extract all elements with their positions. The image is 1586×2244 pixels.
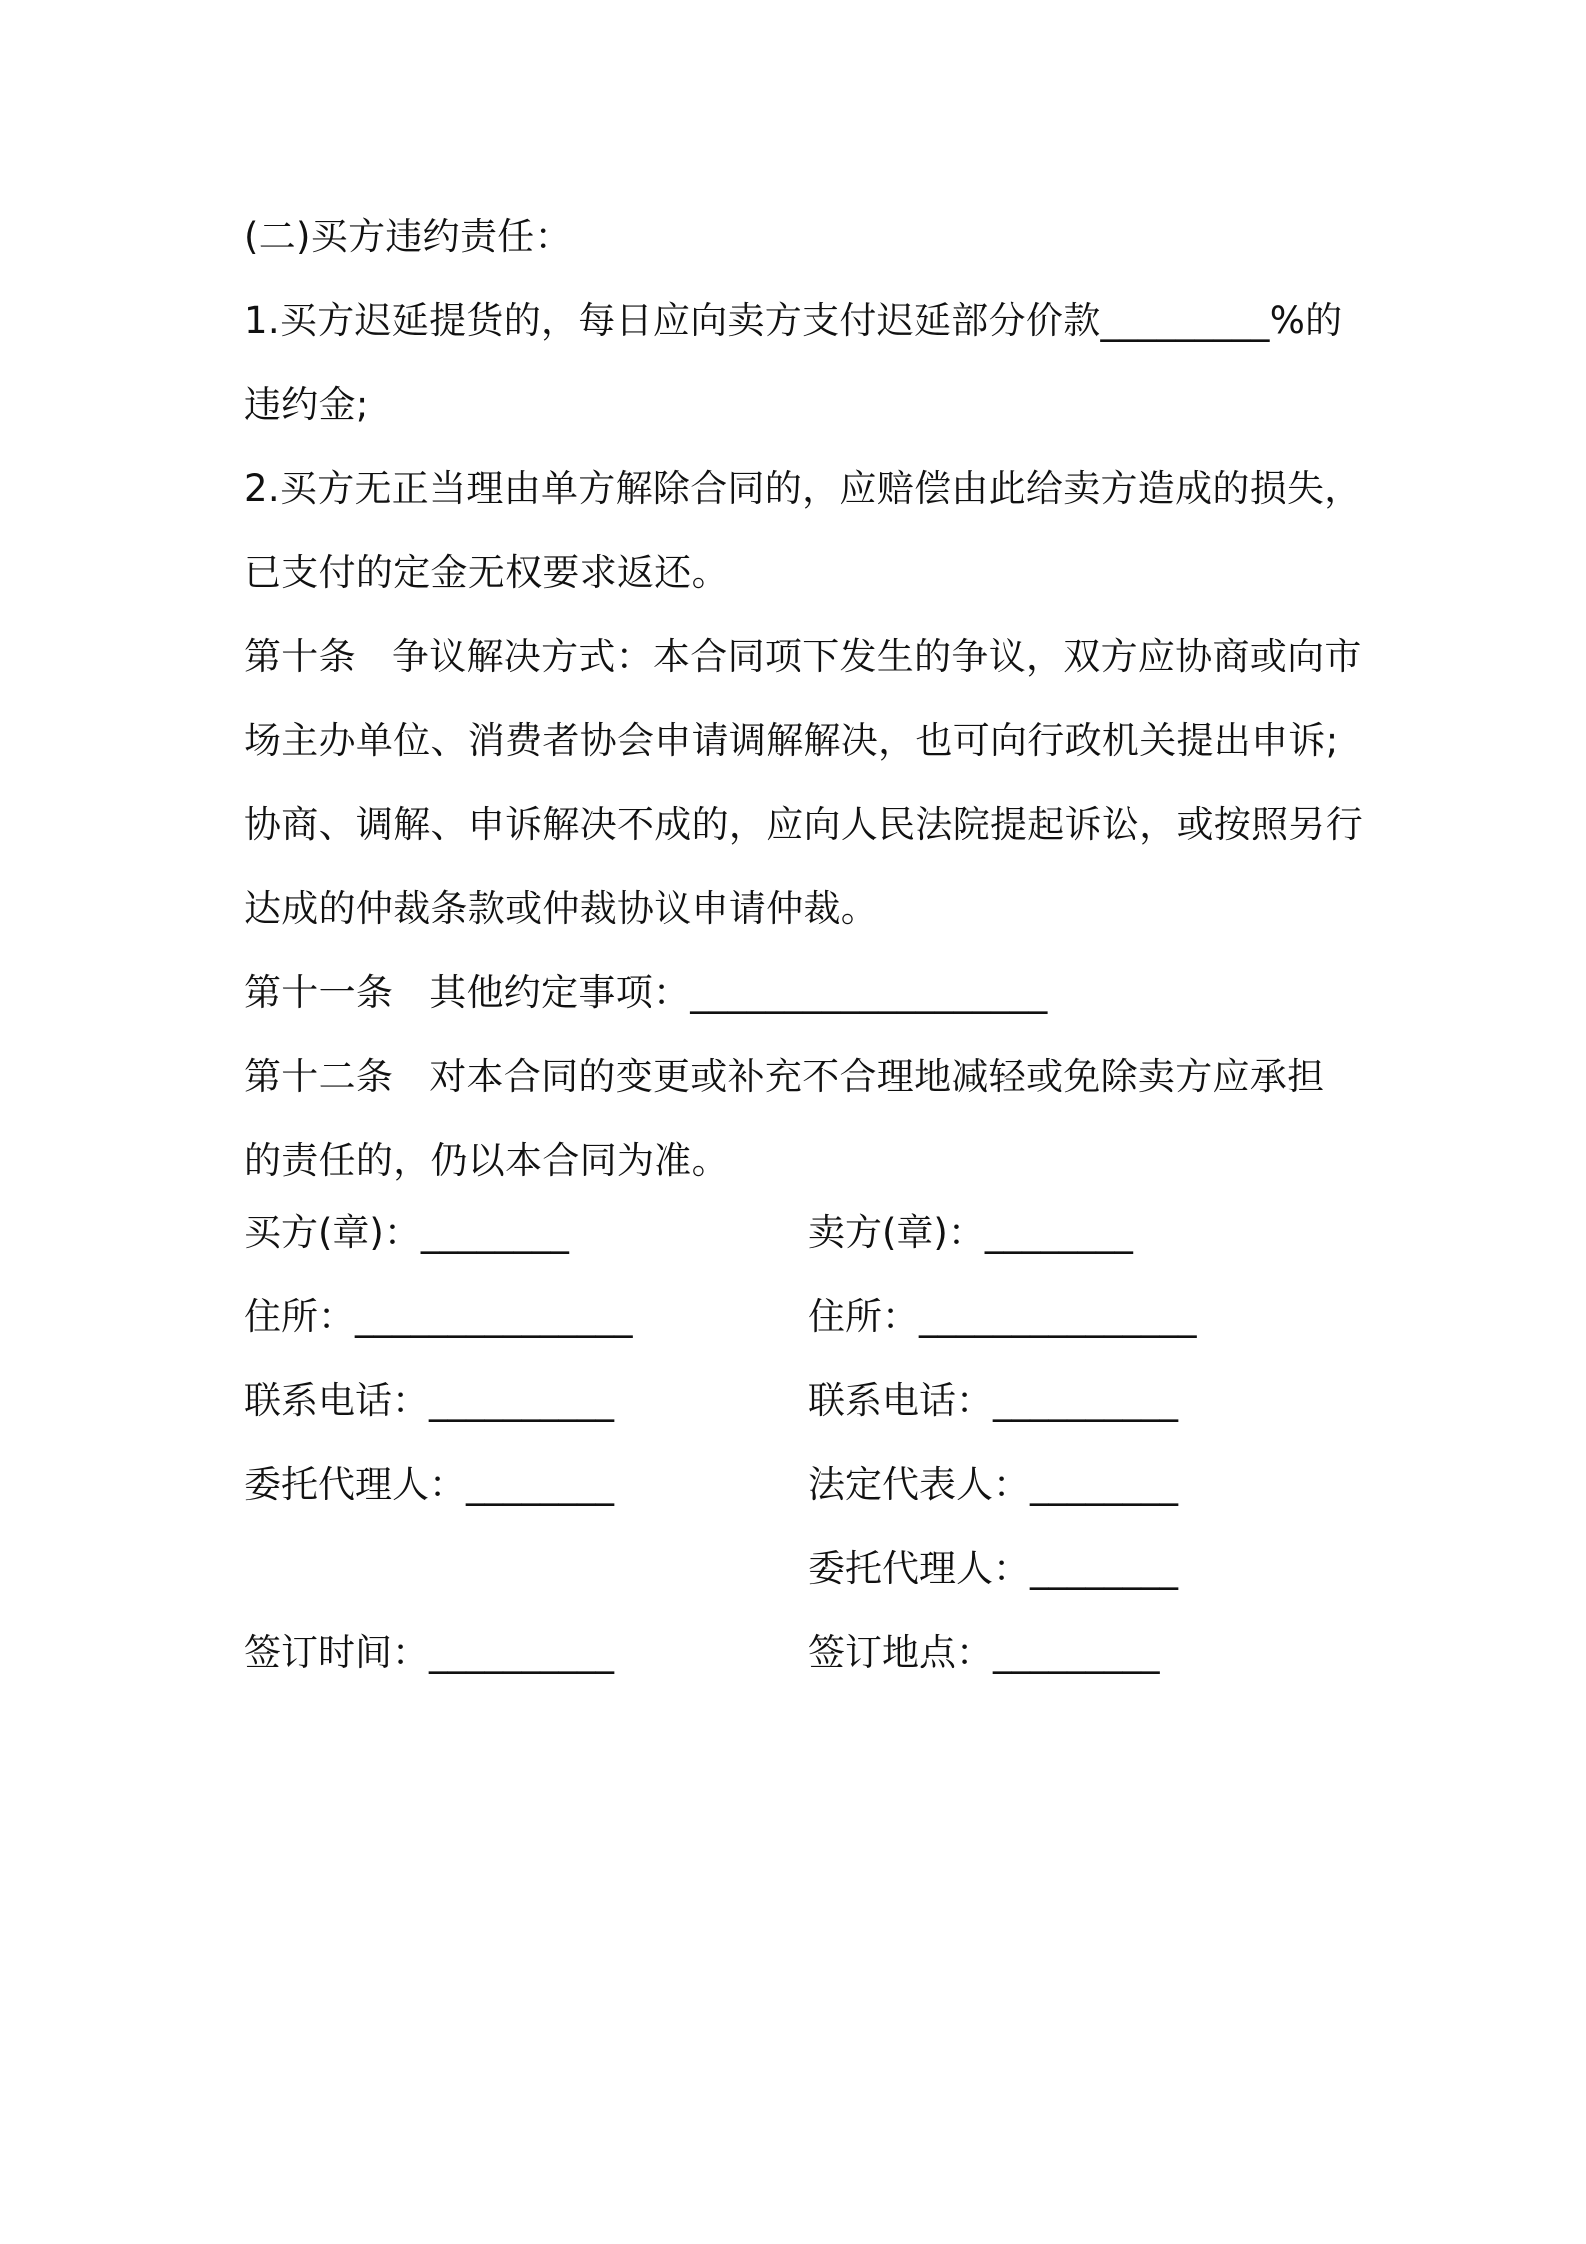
article-10-line-4: 达成的仲裁条款或仲裁协议申请仲裁。 [244,887,879,930]
signing-place-field: 签订地点：_________ [808,1631,1160,1674]
article-12-text-1: 对本合同的变更或补充不合理地减轻或免除卖方应承担 [429,1055,1325,1098]
buyer-phone-field: 联系电话：__________ [244,1379,614,1422]
buyer-agent-field: 委托代理人：________ [244,1463,614,1506]
seller-address-field: 住所：_______________ [808,1295,1197,1338]
clause-2-line-1: 2.买方无正当理由单方解除合同的，应赔偿由此给卖方造成的损失， [244,467,1362,510]
article-11-text-1: 其他约定事项：___________________ [429,971,1048,1014]
article-10-line-3: 协商、调解、申诉解决不成的，应向人民法院提起诉讼，或按照另行 [244,803,1363,846]
article-12-heading: 第十二条 [244,1055,394,1098]
article-11-line-1 [244,951,1364,1035]
clause-2-line-2: 已支付的定金无权要求返还。 [244,551,729,594]
article-12-line-2: 的责任的，仍以本合同为准。 [244,1139,729,1182]
contract-body [244,195,1364,1203]
signature-row-seal [244,1191,1364,1275]
signature-row-time-place [244,1611,1364,1695]
signature-row-address [244,1275,1364,1359]
article-10-line-2: 场主办单位、消费者协会申请调解解决，也可向行政机关提出申诉; [244,719,1339,762]
seller-phone-field: 联系电话：__________ [808,1379,1178,1422]
seller-seal-field: 卖方(章)：________ [808,1211,1133,1254]
seller-agent-field: 委托代理人：________ [808,1547,1178,1590]
buyer-seal-field: 买方(章)：________ [244,1211,569,1254]
signature-row-seller-agent [244,1527,1364,1611]
buyer-address-field: 住所：_______________ [244,1295,633,1338]
clause-1-line-1: 1.买方迟延提货的，每日应向卖方支付迟延部分价款_________%的 [244,299,1343,342]
section-heading-buyer-liability: (二)买方违约责任： [244,215,572,258]
article-12-line-1 [244,1035,1364,1119]
article-10-text-1: 争议解决方式：本合同项下发生的争议，双方应协商或向市 [391,635,1362,678]
signing-time-field: 签订时间：__________ [244,1631,614,1674]
signature-row-phone [244,1359,1364,1443]
signature-row-representative [244,1443,1364,1527]
article-11-heading: 第十一条 [244,971,394,1014]
clause-1-line-2: 违约金; [244,383,369,426]
article-10-heading: 第十条 [244,635,356,678]
article-10-line-1 [244,615,1364,699]
seller-legal-rep-field: 法定代表人：________ [808,1463,1178,1506]
signature-block [244,1191,1364,1695]
